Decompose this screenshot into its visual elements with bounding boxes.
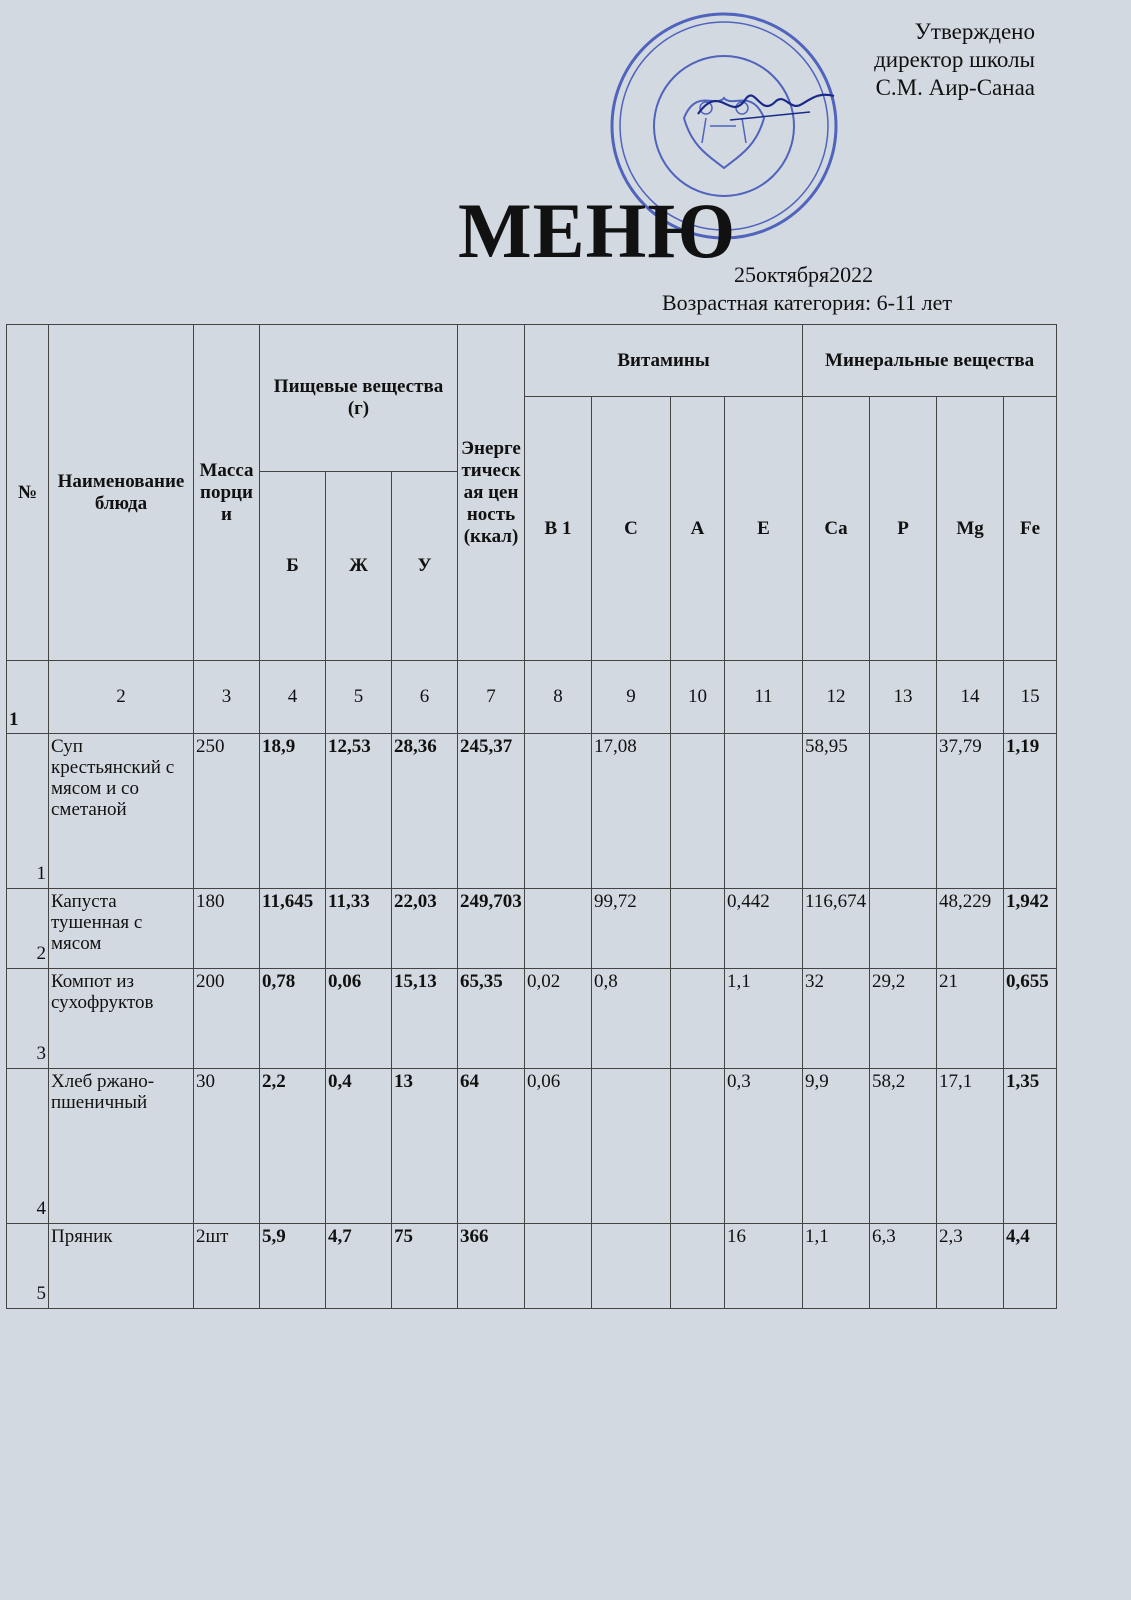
table-cell: 1,35 <box>1004 1069 1057 1224</box>
dish-name: Хлеб ржано-пшеничный <box>49 1069 194 1224</box>
table-cell: 30 <box>194 1069 260 1224</box>
table-cell <box>525 1224 592 1309</box>
menu-date: 25октября2022 <box>734 262 874 287</box>
header-mg: Mg <box>937 397 1004 661</box>
table-cell: 64 <box>458 1069 525 1224</box>
table-cell <box>870 734 937 889</box>
table-cell: 2,2 <box>260 1069 326 1224</box>
table-cell: 0,06 <box>525 1069 592 1224</box>
column-number: 13 <box>870 661 937 734</box>
header-a: А <box>671 397 725 661</box>
page-title: МЕНЮ <box>458 187 737 274</box>
table-cell: 1,1 <box>725 969 803 1069</box>
table-cell: 2,3 <box>937 1224 1004 1309</box>
table-cell: 0,02 <box>525 969 592 1069</box>
table-cell: 366 <box>458 1224 525 1309</box>
column-number: 7 <box>458 661 525 734</box>
dish-name: Капуста тушенная с мясом <box>49 889 194 969</box>
column-number: 5 <box>326 661 392 734</box>
column-number: 8 <box>525 661 592 734</box>
menu-table <box>6 324 1057 1309</box>
table-cell: 58,2 <box>870 1069 937 1224</box>
table-row <box>7 889 1057 969</box>
table-cell: 116,674 <box>803 889 870 969</box>
header-vitamins: Витамины <box>525 325 803 397</box>
table-cell: 37,79 <box>937 734 1004 889</box>
row-number: 4 <box>7 1069 49 1224</box>
table-cell: 245,37 <box>458 734 525 889</box>
table-cell: 65,35 <box>458 969 525 1069</box>
table-cell: 22,03 <box>392 889 458 969</box>
table-cell: 249,703 <box>458 889 525 969</box>
header-name: Наименование блюда <box>49 325 194 661</box>
table-row <box>7 1069 1057 1224</box>
table-cell: 28,36 <box>392 734 458 889</box>
header-zh: Ж <box>326 472 392 661</box>
table-cell <box>671 1224 725 1309</box>
column-number: 15 <box>1004 661 1057 734</box>
table-cell: 0,8 <box>592 969 671 1069</box>
table-cell: 29,2 <box>870 969 937 1069</box>
table-cell: 12,53 <box>326 734 392 889</box>
dish-name: Суп крестьянский с мясом и со сметаной <box>49 734 194 889</box>
table-cell: 6,3 <box>870 1224 937 1309</box>
column-number: 10 <box>671 661 725 734</box>
table-cell: 58,95 <box>803 734 870 889</box>
director-signature <box>690 62 840 132</box>
column-number: 14 <box>937 661 1004 734</box>
header-num: № <box>7 325 49 661</box>
header-b1: В 1 <box>525 397 592 661</box>
table-cell: 9,9 <box>803 1069 870 1224</box>
row-number: 2 <box>7 889 49 969</box>
table-cell: 0,3 <box>725 1069 803 1224</box>
table-cell: 2шт <box>194 1224 260 1309</box>
table-cell <box>525 734 592 889</box>
table-cell: 0,442 <box>725 889 803 969</box>
table-cell: 1,942 <box>1004 889 1057 969</box>
table-row <box>7 969 1057 1069</box>
header-u: У <box>392 472 458 661</box>
table-cell: 17,08 <box>592 734 671 889</box>
table-cell: 11,645 <box>260 889 326 969</box>
column-number: 9 <box>592 661 671 734</box>
column-number: 2 <box>49 661 194 734</box>
approval-name: С.М. Аир-Санаа <box>875 75 1035 100</box>
approval-block <box>874 18 1035 102</box>
table-cell: 1,19 <box>1004 734 1057 889</box>
table-row <box>7 1224 1057 1309</box>
table-cell <box>671 969 725 1069</box>
table-cell: 200 <box>194 969 260 1069</box>
table-cell: 48,229 <box>937 889 1004 969</box>
age-category: Возрастная категория: 6-11 лет <box>662 290 952 315</box>
table-cell <box>671 734 725 889</box>
table-cell: 16 <box>725 1224 803 1309</box>
table-cell: 15,13 <box>392 969 458 1069</box>
header-energy: Энергетическая ценность (ккал) <box>458 325 525 661</box>
table-cell: 21 <box>937 969 1004 1069</box>
table-row <box>7 734 1057 889</box>
column-number: 1 <box>7 661 49 734</box>
column-number: 12 <box>803 661 870 734</box>
row-number: 3 <box>7 969 49 1069</box>
table-cell: 0,78 <box>260 969 326 1069</box>
table-cell: 0,655 <box>1004 969 1057 1069</box>
row-number: 1 <box>7 734 49 889</box>
table-cell <box>671 1069 725 1224</box>
header-b: Б <box>260 472 326 661</box>
header-p: Р <box>870 397 937 661</box>
table-cell: 11,33 <box>326 889 392 969</box>
dish-name: Пряник <box>49 1224 194 1309</box>
table-cell: 13 <box>392 1069 458 1224</box>
header-mass: Масса порции <box>194 325 260 661</box>
header-e: Е <box>725 397 803 661</box>
table-cell: 1,1 <box>803 1224 870 1309</box>
approval-title: Утверждено <box>914 19 1035 44</box>
table-cell: 250 <box>194 734 260 889</box>
header-fe: Fe <box>1004 397 1057 661</box>
column-number: 3 <box>194 661 260 734</box>
table-cell <box>870 889 937 969</box>
table-cell: 4,4 <box>1004 1224 1057 1309</box>
table-cell <box>592 1224 671 1309</box>
header-nutrients: Пищевые вещества (г) <box>260 325 458 472</box>
table-cell <box>525 889 592 969</box>
table-cell <box>725 734 803 889</box>
row-number: 5 <box>7 1224 49 1309</box>
table-cell: 75 <box>392 1224 458 1309</box>
header-c: С <box>592 397 671 661</box>
table-cell: 5,9 <box>260 1224 326 1309</box>
table-cell: 99,72 <box>592 889 671 969</box>
table-cell: 18,9 <box>260 734 326 889</box>
dish-name: Компот из сухофруктов <box>49 969 194 1069</box>
table-cell: 4,7 <box>326 1224 392 1309</box>
column-number: 6 <box>392 661 458 734</box>
column-number-row <box>7 661 1057 734</box>
table-cell: 0,4 <box>326 1069 392 1224</box>
header-ca: Са <box>803 397 870 661</box>
table-cell: 180 <box>194 889 260 969</box>
column-number: 11 <box>725 661 803 734</box>
approval-position: директор школы <box>874 47 1035 72</box>
column-number: 4 <box>260 661 326 734</box>
header-minerals: Минеральные вещества <box>803 325 1057 397</box>
table-cell: 0,06 <box>326 969 392 1069</box>
table-cell: 17,1 <box>937 1069 1004 1224</box>
table-cell: 32 <box>803 969 870 1069</box>
table-cell <box>671 889 725 969</box>
table-cell <box>592 1069 671 1224</box>
